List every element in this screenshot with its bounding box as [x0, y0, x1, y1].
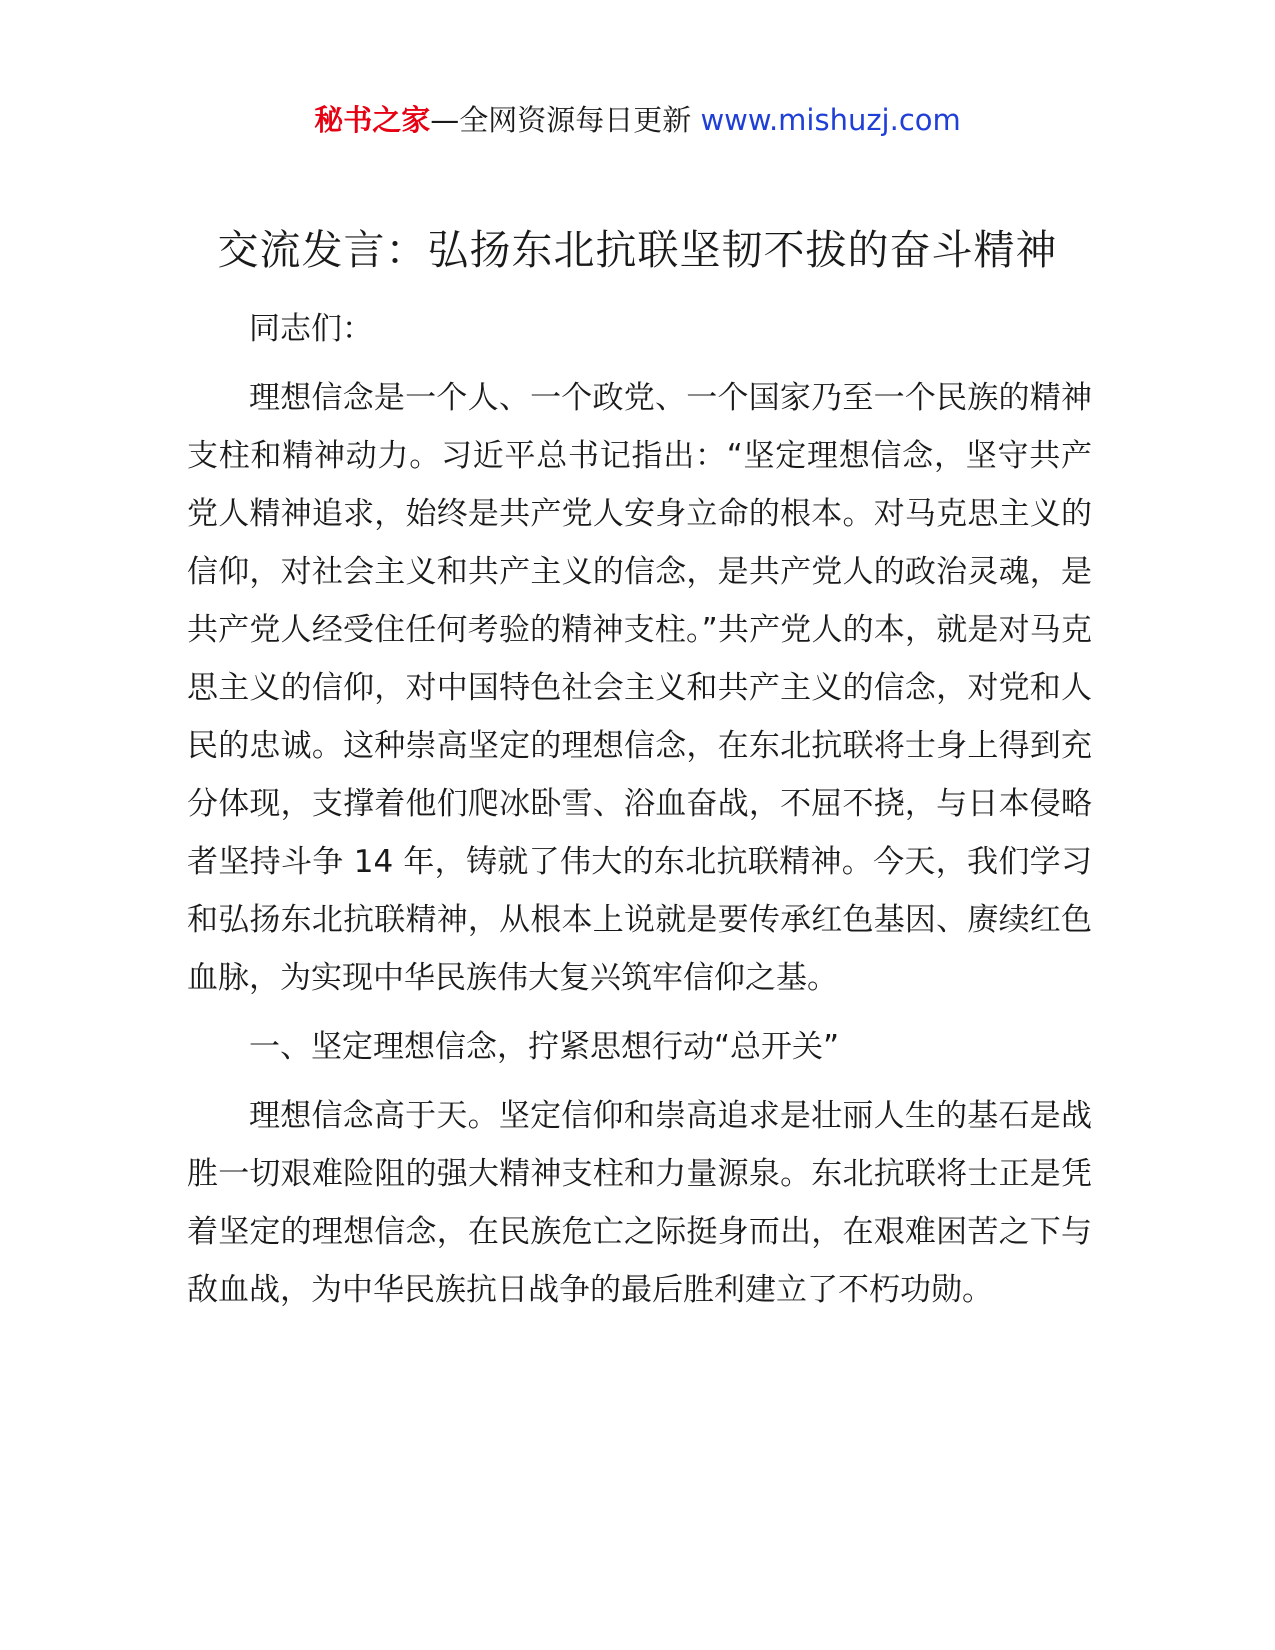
paragraph-intro: 理想信念是一个人、一个政党、一个国家乃至一个民族的精神支柱和精神动力。习近平总书记指出：“坚定理想信念，坚守共产党人精神追求，始终是共产党人安身立命的根本。对马克思主义的信仰，对社会主义和共产主义的信念，是共产党人的政治灵魂，是共产党人经受住任何考验的精神支柱。”共产党人的本，就是对马克思主义的信仰，对中国特色社会主义和共产主义的信念，对党和人民的忠诚。这种崇高坚定的理想信念，在东北抗联将士身上得到充分体现，支撑着他们爬冰卧雪、浴血奋战，不屈不挠，与日本侵略者坚持斗争 14 年，铸就了伟大的东北抗联精神。今天，我们学习和弘扬东北抗联精神，从根本上说就是要传承红色基因、赓续红色血脉，为实现中华民族伟大复兴筑牢信仰之基。 [187, 380, 1092, 996]
header-banner [0, 100, 1275, 140]
brand-name: 秘书之家 [314, 103, 431, 137]
salutation: 同志们： [249, 311, 373, 347]
website-link[interactable]: www.mishuzj.com [700, 103, 961, 137]
header-tagline: —全网资源每日更新 [430, 103, 701, 137]
section-heading: 一、坚定理想信念，拧紧思想行动“总开关” [249, 1029, 840, 1065]
paragraph-section-one: 理想信念高于天。坚定信仰和崇高追求是壮丽人生的基石是战胜一切艰难险阻的强大精神支柱和力量源泉。东北抗联将士正是凭着坚定的理想信念，在民族危亡之际挺身而出，在艰难困苦之下与敌血战，为中华民族抗日战争的最后胜利建立了不朽功勋。 [187, 1098, 1092, 1308]
document-body [187, 300, 1092, 1319]
document-title: 交流发言：弘扬东北抗联坚韧不拔的奋斗精神 [217, 226, 1058, 274]
